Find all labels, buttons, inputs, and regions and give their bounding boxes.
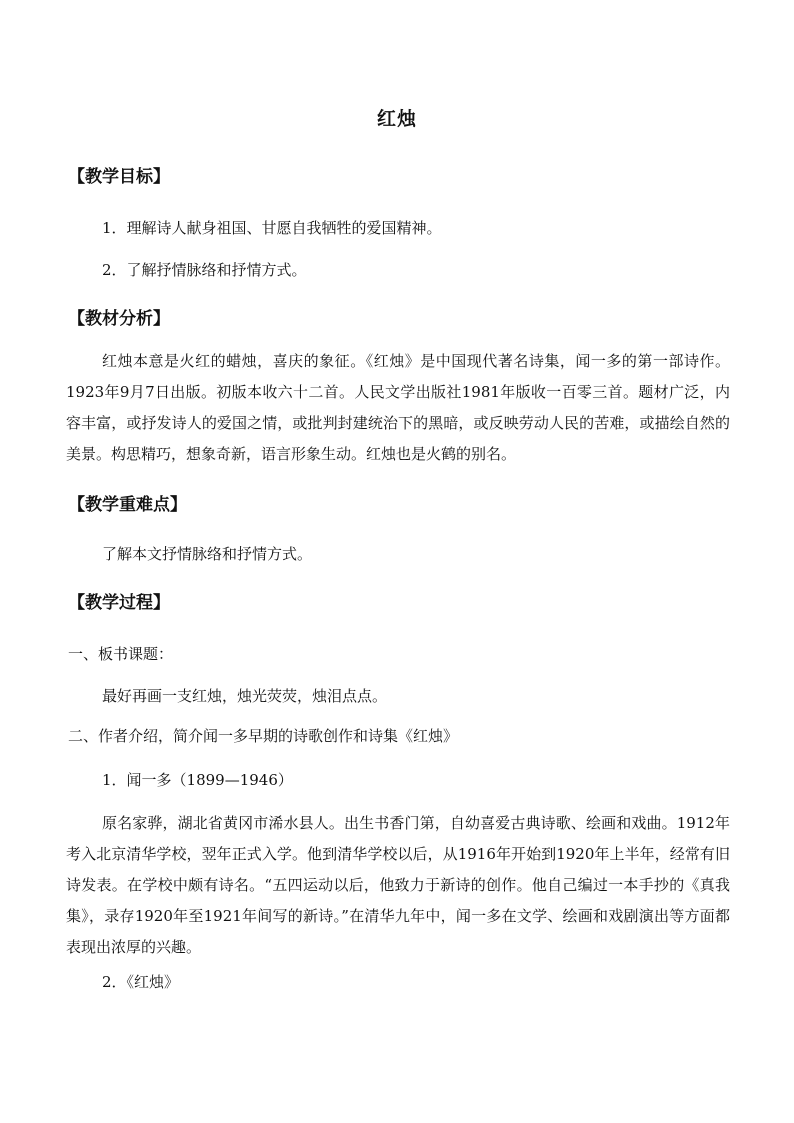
process-sub1-paragraph: 原名家骅，湖北省黄冈市浠水县人。出生书香门第，自幼喜爱古典诗歌、绘画和戏曲。1912年考入北京清华学校，翌年正式入学。他到清华学校以后，从1916年开始到1920年上半年，经常有旧诗发表。在学校中颇有诗名。“五四运动以后，他致力于新诗的创作。他自己编过一本手抄的《真我集》，录存1920年至1921年间写的新诗。”在清华九年中，闻一多在文学、绘画和戏剧演出等方面都表现出浓厚的兴趣。 — [66, 814, 730, 956]
objective-item-2: 2．了解抒情脉络和抒情方式。 — [102, 261, 307, 279]
heading-process: 【教学过程】 — [68, 593, 170, 613]
heading-objectives: 【教学目标】 — [68, 167, 170, 187]
process-sub2-title: 2．《红烛》 — [102, 973, 180, 991]
document-title: 红烛 — [376, 108, 417, 130]
process-step1-text: 最好再画一支红烛，烛光荧荧，烛泪点点。 — [102, 687, 388, 705]
process-sub1-title: 1．闻一多（1899—1946） — [102, 771, 293, 789]
heading-analysis: 【教材分析】 — [68, 309, 170, 329]
heading-key-points: 【教学重难点】 — [68, 495, 187, 515]
objective-item-1: 1．理解诗人献身祖国、甘愿自我牺牲的爱国精神。 — [102, 219, 442, 237]
process-step1-title: 一、板书课题： — [68, 645, 174, 663]
key-points-text: 了解本文抒情脉络和抒情方式。 — [102, 545, 313, 563]
process-step2-title: 二、作者介绍，简介闻一多早期的诗歌创作和诗集《红烛》 — [68, 727, 459, 745]
analysis-paragraph: 红烛本意是火红的蜡烛，喜庆的象征。《红烛》是中国现代著名诗集，闻一多的第一部诗作。1923年9月7日出版。初版本收六十二首。人民文学出版社1981年版收一百零三首。题材广泛，内容丰富，或抒发诗人的爱国之情，或批判封建统治下的黑暗，或反映劳动人民的苦难，或描绘自然的美景。构思精巧，想象奇新，语言形象生动。红烛也是火鹤的别名。 — [66, 352, 730, 463]
